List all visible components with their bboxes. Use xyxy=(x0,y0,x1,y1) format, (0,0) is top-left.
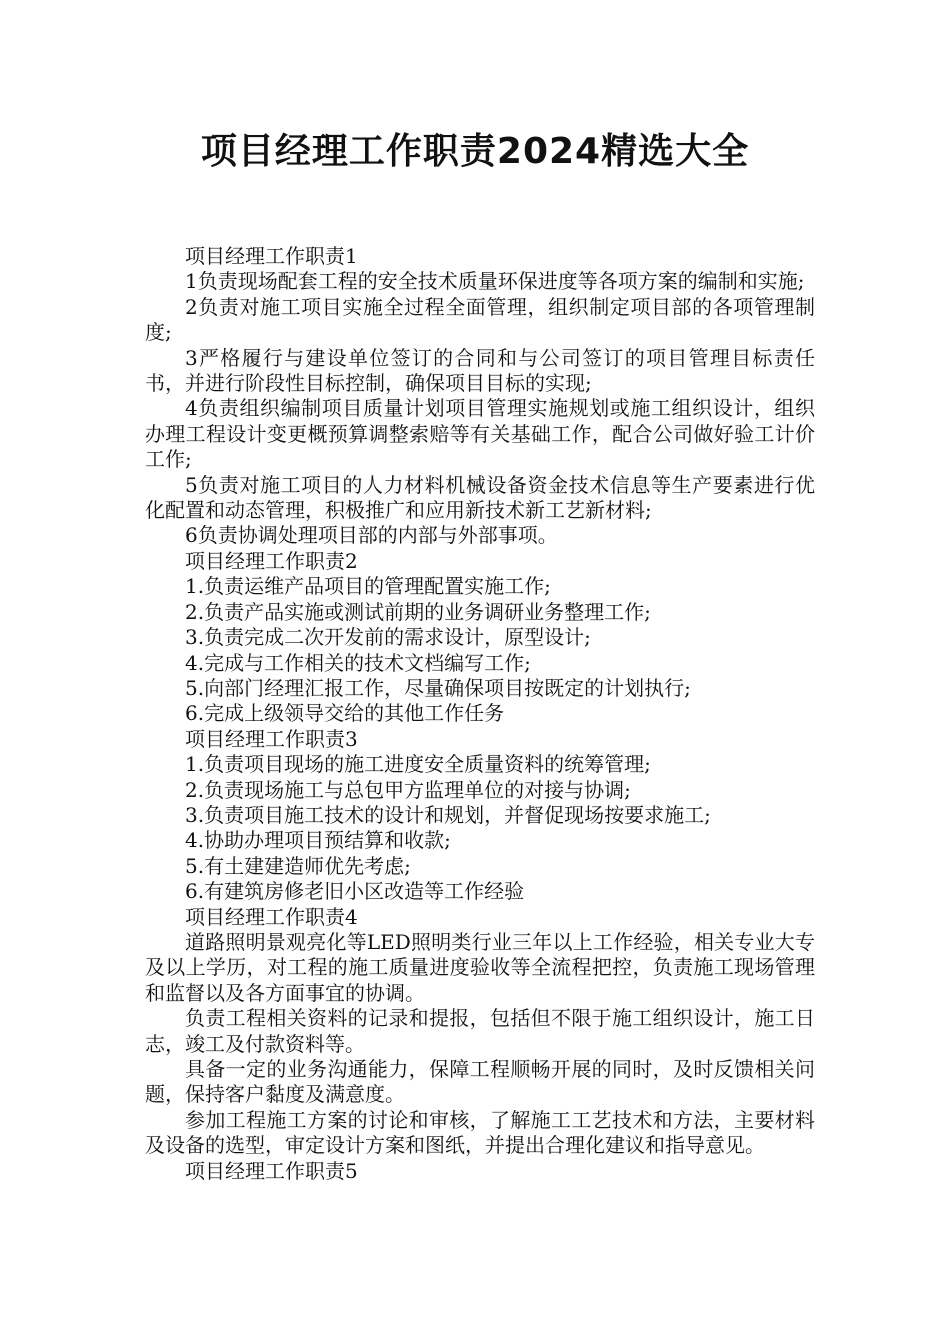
paragraph: 6.有建筑房修老旧小区改造等工作经验 xyxy=(185,879,525,904)
paragraph: 1.负责项目现场的施工进度安全质量资料的统筹管理; xyxy=(185,752,651,777)
paragraph: 5.有土建建造师优先考虑; xyxy=(185,853,411,878)
paragraph: 5.向部门经理汇报工作，尽量确保项目按既定的计划执行; xyxy=(185,675,691,700)
paragraph: 4负责组织编制项目质量计划项目管理实施规划或施工组织设计，组织办理工程设计变更概预算调整索赔等有关基础工作，配合公司做好验工计价工作; xyxy=(145,396,815,472)
section-heading-4: 项目经理工作职责4 xyxy=(185,904,358,929)
document-body xyxy=(145,244,815,1184)
section-heading-1: 项目经理工作职责1 xyxy=(185,244,358,268)
section-heading-5: 项目经理工作职责5 xyxy=(185,1158,358,1183)
paragraph: 2.负责现场施工与总包甲方监理单位的对接与协调; xyxy=(185,777,631,802)
paragraph: 负责工程相关资料的记录和提报，包括但不限于施工组织设计，施工日志，竣工及付款资料等。 xyxy=(145,1006,815,1056)
paragraph: 5负责对施工项目的人力材料机械设备资金技术信息等生产要素进行优化配置和动态管理，积极推广和应用新技术新工艺新材料; xyxy=(145,472,815,523)
paragraph: 具备一定的业务沟通能力，保障工程顺畅开展的同时，及时反馈相关问题，保持客户黏度及满意度。 xyxy=(145,1057,815,1107)
paragraph: 1.负责运维产品项目的管理配置实施工作; xyxy=(185,574,551,599)
paragraph: 2负责对施工项目实施全过程全面管理，组织制定项目部的各项管理制度; xyxy=(145,294,815,345)
section-heading-3: 项目经理工作职责3 xyxy=(185,726,358,751)
paragraph: 道路照明景观亮化等LED照明类行业三年以上工作经验，相关专业大专及以上学历，对工程的施工质量进度验收等全流程把控，负责施工现场管理和监督以及各方面事宜的协调。 xyxy=(145,929,815,1005)
paragraph: 3严格履行与建设单位签订的合同和与公司签订的项目管理目标责任书，并进行阶段性目标控制，确保项目目标的实现; xyxy=(145,345,815,396)
paragraph: 4.完成与工作相关的技术文档编写工作; xyxy=(185,650,531,675)
paragraph: 1负责现场配套工程的安全技术质量环保进度等各项方案的编制和实施; xyxy=(185,269,805,294)
paragraph: 6负责协调处理项目部的内部与外部事项。 xyxy=(185,523,558,548)
paragraph: 4.协助办理项目预结算和收款; xyxy=(185,828,451,853)
paragraph: 3.负责完成二次开发前的需求设计，原型设计; xyxy=(185,625,591,650)
section-heading-2: 项目经理工作职责2 xyxy=(185,548,358,573)
paragraph: 6.完成上级领导交给的其他工作任务 xyxy=(185,701,505,726)
document-title: 项目经理工作职责2024精选大全 xyxy=(200,131,750,172)
paragraph: 3.负责项目施工技术的设计和规划，并督促现场按要求施工; xyxy=(185,802,711,827)
paragraph: 参加工程施工方案的讨论和审核，了解施工工艺技术和方法，主要材料及设备的选型，审定设计方案和图纸，并提出合理化建议和指导意见。 xyxy=(145,1107,815,1158)
paragraph: 2.负责产品实施或测试前期的业务调研业务整理工作; xyxy=(185,599,651,624)
